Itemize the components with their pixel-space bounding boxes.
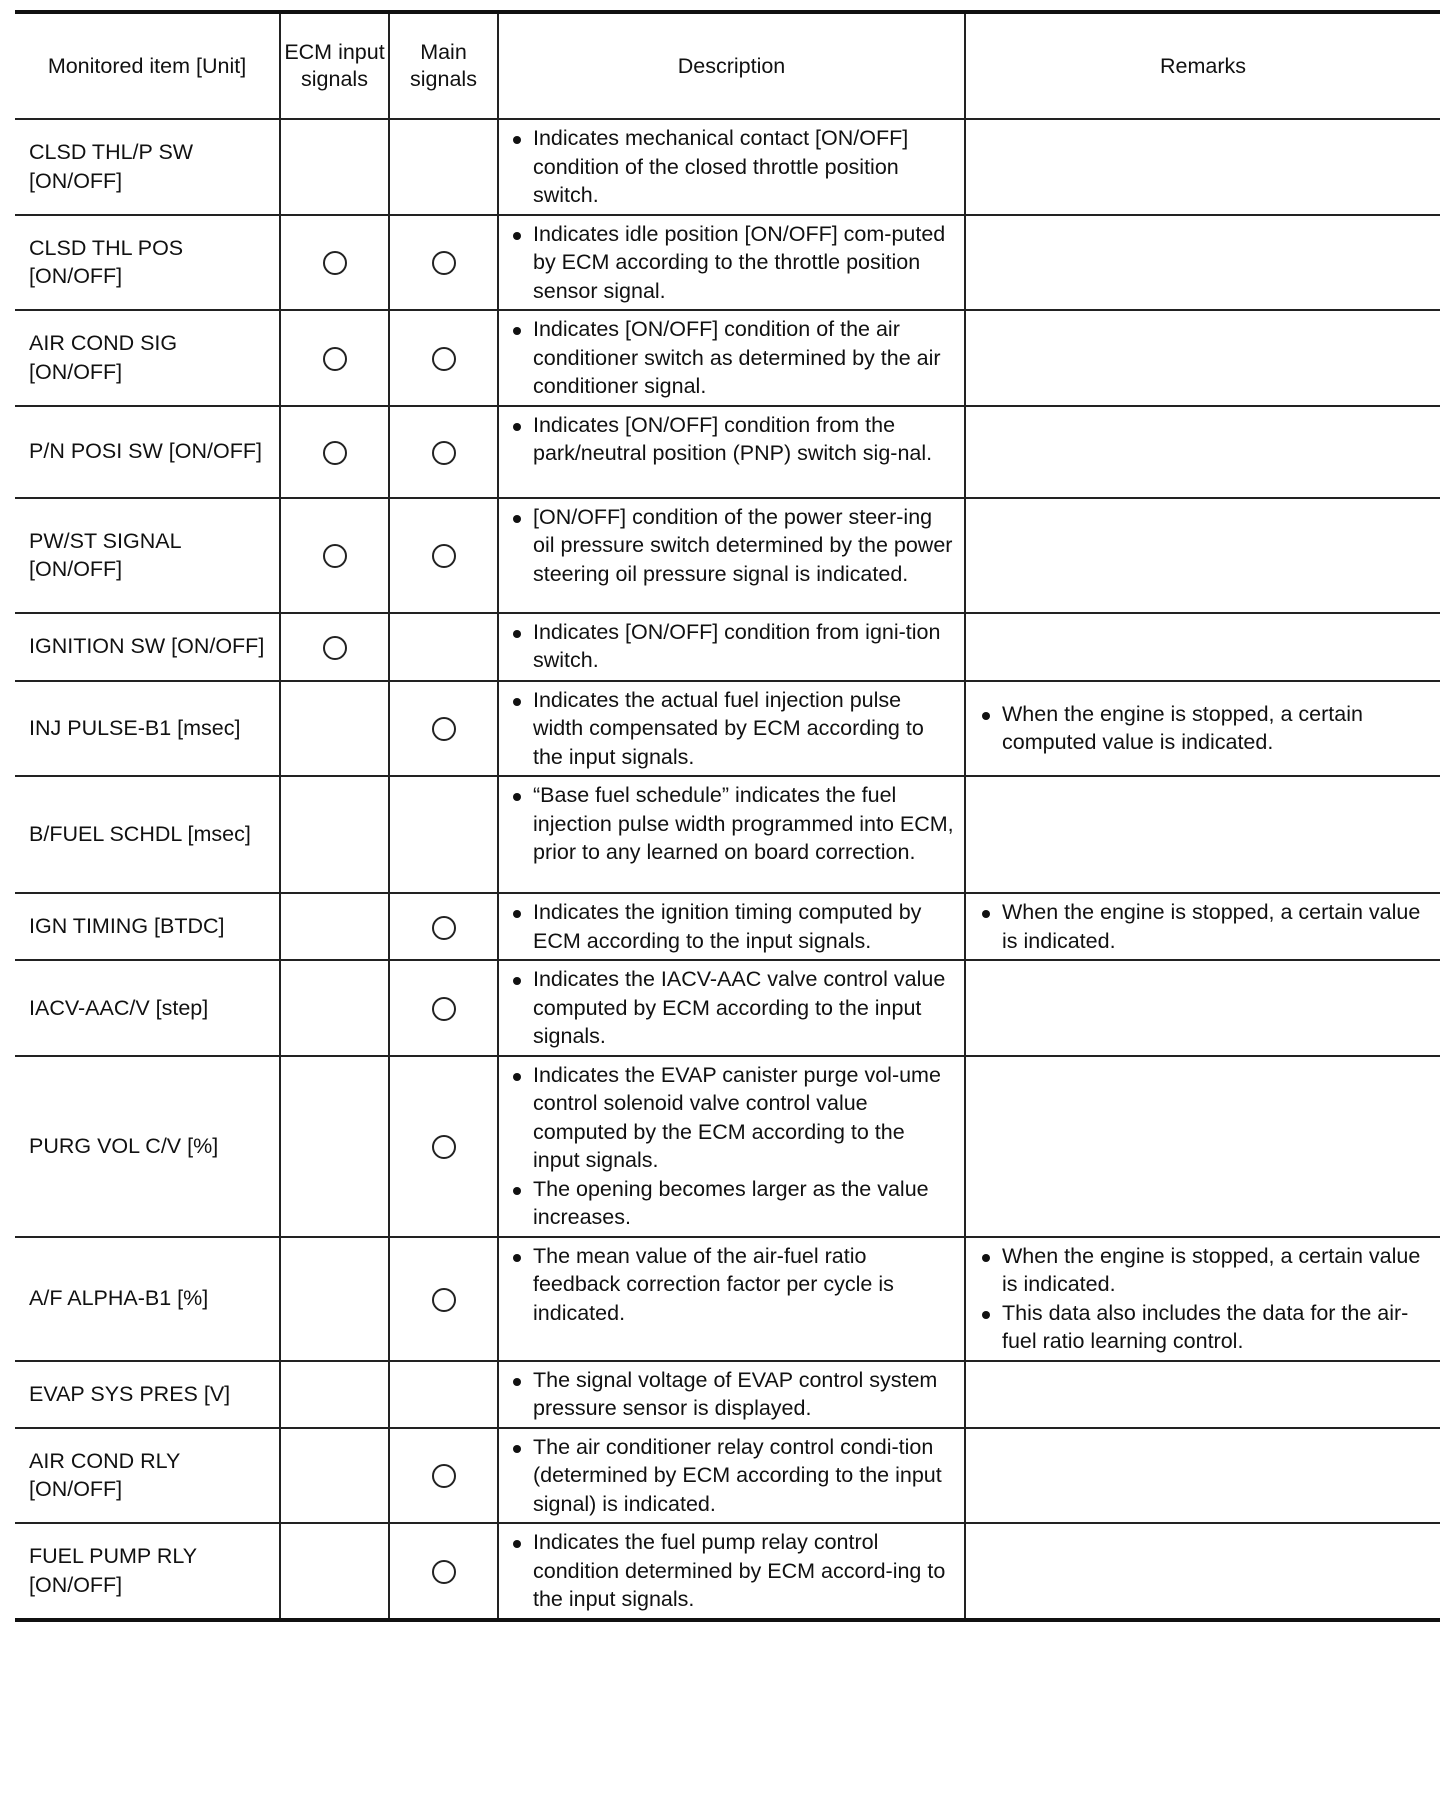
ecm-input-cell <box>280 776 389 893</box>
description-cell <box>498 215 965 311</box>
table-body <box>15 119 1440 1620</box>
monitored-item: IGNITION SW [ON/OFF] <box>15 613 280 681</box>
description-bullet: [ON/OFF] condition of the power steer-ing oil pressure switch determined by the power steering oil pressure signal is indicated. <box>507 503 956 589</box>
remarks-cell <box>965 681 1440 777</box>
description-bullet: The opening becomes larger as the value increases. <box>507 1175 956 1232</box>
circle-mark-icon <box>432 1135 456 1159</box>
remarks-cell <box>965 406 1440 498</box>
remarks-cell <box>965 1361 1440 1428</box>
remark-bullet: When the engine is stopped, a certain value is indicated. <box>976 1242 1430 1299</box>
circle-mark-icon <box>432 1464 456 1488</box>
description-cell <box>498 498 965 613</box>
monitored-item: P/N POSI SW [ON/OFF] <box>15 406 280 498</box>
ecm-input-cell <box>280 681 389 777</box>
table-row <box>15 406 1440 498</box>
ecm-input-cell <box>280 215 389 311</box>
table-row <box>15 893 1440 960</box>
main-signal-cell <box>389 1428 498 1524</box>
table-row <box>15 1523 1440 1620</box>
monitored-item: AIR COND SIG [ON/OFF] <box>15 310 280 406</box>
main-signal-cell <box>389 960 498 1056</box>
header-remarks: Remarks <box>965 12 1440 119</box>
circle-mark-icon <box>432 1288 456 1312</box>
ecm-input-cell <box>280 119 389 215</box>
description-bullet: Indicates [ON/OFF] condition from igni-tion switch. <box>507 618 956 675</box>
remarks-cell <box>965 613 1440 681</box>
description-cell <box>498 1361 965 1428</box>
table-row <box>15 1237 1440 1361</box>
table-row <box>15 1428 1440 1524</box>
remarks-cell <box>965 119 1440 215</box>
remarks-cell <box>965 893 1440 960</box>
remarks-cell <box>965 310 1440 406</box>
remark-bullet: When the engine is stopped, a certain computed value is indicated. <box>976 700 1430 757</box>
header-ecm-input: ECM input signals <box>280 12 389 119</box>
description-cell <box>498 1428 965 1524</box>
description-cell <box>498 310 965 406</box>
description-bullet: The mean value of the air-fuel ratio feedback correction factor per cycle is indicated. <box>507 1242 956 1328</box>
remarks-cell <box>965 1523 1440 1620</box>
description-bullet: Indicates the EVAP canister purge vol-ume control solenoid valve control value computed by the ECM according to the input signals. <box>507 1061 956 1175</box>
header-item: Monitored item [Unit] <box>15 12 280 119</box>
ecm-input-cell <box>280 1428 389 1524</box>
description-cell <box>498 406 965 498</box>
circle-mark-icon <box>432 251 456 275</box>
main-signal-cell <box>389 776 498 893</box>
monitored-item: IGN TIMING [BTDC] <box>15 893 280 960</box>
main-signal-cell <box>389 1056 498 1237</box>
remarks-cell <box>965 1237 1440 1361</box>
ecm-input-cell <box>280 498 389 613</box>
circle-mark-icon <box>323 347 347 371</box>
header-main-signals: Main signals <box>389 12 498 119</box>
monitored-item: IACV-AAC/V [step] <box>15 960 280 1056</box>
description-bullet: Indicates the IACV-AAC valve control value computed by ECM according to the input signals. <box>507 965 956 1051</box>
circle-mark-icon <box>432 916 456 940</box>
header-description: Description <box>498 12 965 119</box>
monitored-item: FUEL PUMP RLY [ON/OFF] <box>15 1523 280 1620</box>
description-cell <box>498 1056 965 1237</box>
circle-mark-icon <box>432 544 456 568</box>
main-signal-cell <box>389 215 498 311</box>
ecm-input-cell <box>280 310 389 406</box>
table-row <box>15 119 1440 215</box>
description-cell <box>498 119 965 215</box>
description-cell <box>498 1237 965 1361</box>
ecm-input-cell <box>280 893 389 960</box>
remarks-cell <box>965 960 1440 1056</box>
monitored-item: CLSD THL POS [ON/OFF] <box>15 215 280 311</box>
main-signal-cell <box>389 1523 498 1620</box>
circle-mark-icon <box>432 997 456 1021</box>
main-signal-cell <box>389 1361 498 1428</box>
description-cell <box>498 613 965 681</box>
monitor-table <box>15 10 1440 1622</box>
main-signal-cell <box>389 406 498 498</box>
circle-mark-icon <box>323 251 347 275</box>
circle-mark-icon <box>432 717 456 741</box>
main-signal-cell <box>389 498 498 613</box>
monitored-item: EVAP SYS PRES [V] <box>15 1361 280 1428</box>
ecm-input-cell <box>280 406 389 498</box>
table-row <box>15 1056 1440 1237</box>
description-bullet: The signal voltage of EVAP control system pressure sensor is displayed. <box>507 1366 956 1423</box>
remarks-cell <box>965 776 1440 893</box>
table-row <box>15 681 1440 777</box>
description-cell <box>498 1523 965 1620</box>
description-bullet: Indicates the ignition timing computed by ECM according to the input signals. <box>507 898 956 955</box>
monitored-item: PW/ST SIGNAL [ON/OFF] <box>15 498 280 613</box>
main-signal-cell <box>389 310 498 406</box>
table-row <box>15 215 1440 311</box>
remarks-cell <box>965 1056 1440 1237</box>
ecm-input-cell <box>280 1361 389 1428</box>
remark-bullet: This data also includes the data for the air-fuel ratio learning control. <box>976 1299 1430 1356</box>
monitored-item: PURG VOL C/V [%] <box>15 1056 280 1237</box>
remarks-cell <box>965 1428 1440 1524</box>
description-bullet: Indicates [ON/OFF] condition of the air conditioner switch as determined by the air conditioner signal. <box>507 315 956 401</box>
description-bullet: “Base fuel schedule” indicates the fuel injection pulse width programmed into ECM, prior to any learned on board correction. <box>507 781 956 867</box>
ecm-input-cell <box>280 960 389 1056</box>
description-bullet: Indicates idle position [ON/OFF] com-puted by ECM according to the throttle position sensor signal. <box>507 220 956 306</box>
circle-mark-icon <box>432 1560 456 1584</box>
description-bullet: Indicates the fuel pump relay control condition determined by ECM accord-ing to the input signals. <box>507 1528 956 1614</box>
circle-mark-icon <box>432 347 456 371</box>
remarks-cell <box>965 215 1440 311</box>
main-signal-cell <box>389 119 498 215</box>
table-row <box>15 960 1440 1056</box>
circle-mark-icon <box>323 544 347 568</box>
monitored-item: INJ PULSE-B1 [msec] <box>15 681 280 777</box>
description-bullet: Indicates the actual fuel injection pulse width compensated by ECM according to the input signals. <box>507 686 956 772</box>
table-row <box>15 498 1440 613</box>
description-bullet: The air conditioner relay control condi-tion (determined by ECM according to the input signal) is indicated. <box>507 1433 956 1519</box>
ecm-input-cell <box>280 1056 389 1237</box>
description-cell <box>498 893 965 960</box>
circle-mark-icon <box>432 441 456 465</box>
table-row <box>15 1361 1440 1428</box>
remark-bullet: When the engine is stopped, a certain value is indicated. <box>976 898 1430 955</box>
monitored-item: AIR COND RLY [ON/OFF] <box>15 1428 280 1524</box>
main-signal-cell <box>389 613 498 681</box>
main-signal-cell <box>389 681 498 777</box>
ecm-input-cell <box>280 613 389 681</box>
ecm-input-cell <box>280 1523 389 1620</box>
table-row <box>15 310 1440 406</box>
description-bullet: Indicates [ON/OFF] condition from the park/neutral position (PNP) switch sig-nal. <box>507 411 956 468</box>
circle-mark-icon <box>323 636 347 660</box>
main-signal-cell <box>389 1237 498 1361</box>
description-bullet: Indicates mechanical contact [ON/OFF] condition of the closed throttle position switch. <box>507 124 956 210</box>
main-signal-cell <box>389 893 498 960</box>
circle-mark-icon <box>323 441 347 465</box>
monitored-item: CLSD THL/P SW [ON/OFF] <box>15 119 280 215</box>
description-cell <box>498 776 965 893</box>
monitored-item: A/F ALPHA-B1 [%] <box>15 1237 280 1361</box>
header-row <box>15 12 1440 119</box>
monitored-item: B/FUEL SCHDL [msec] <box>15 776 280 893</box>
remarks-cell <box>965 498 1440 613</box>
table-row <box>15 776 1440 893</box>
description-cell <box>498 681 965 777</box>
table-row <box>15 613 1440 681</box>
description-cell <box>498 960 965 1056</box>
ecm-input-cell <box>280 1237 389 1361</box>
